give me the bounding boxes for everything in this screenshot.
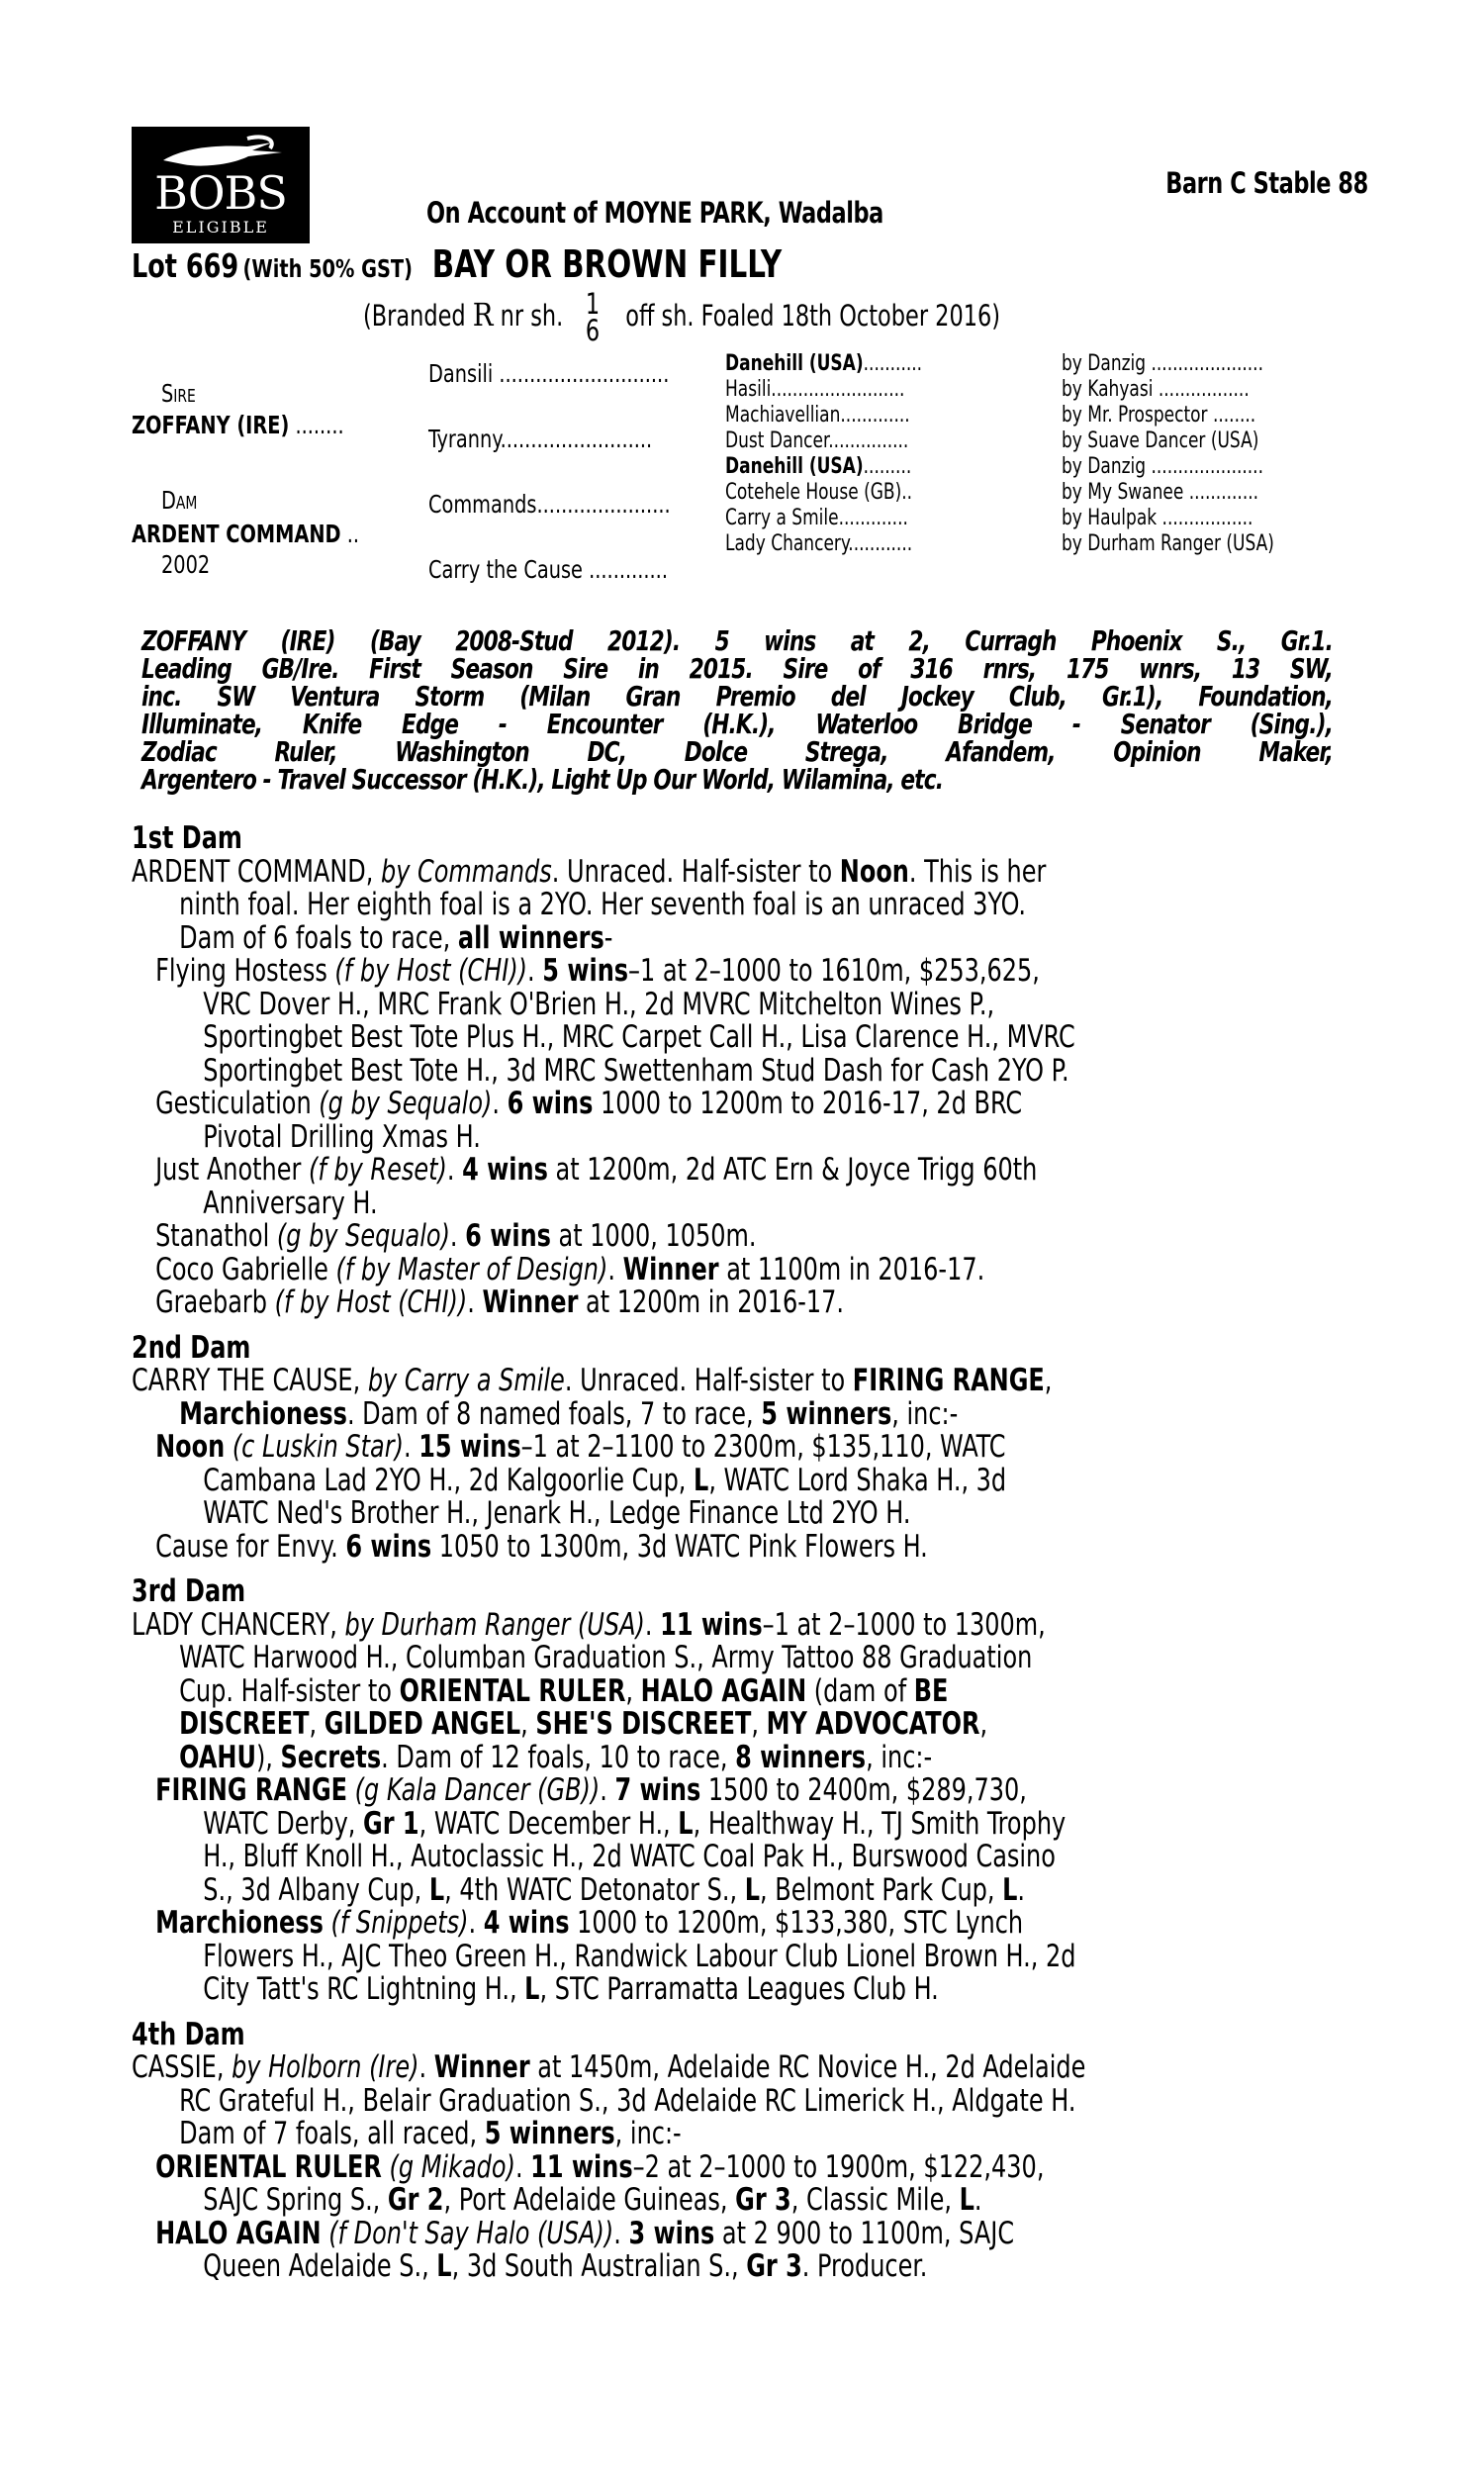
branded-prefix: (Branded — [363, 299, 466, 333]
fourth-dam-line: RC Grateful H., Belair Graduation S., 3d Adelaide RC Limerick H., Aldgate H. — [179, 2082, 1076, 2119]
vendor-account: On Account of MOYNE PARK, Wadalba — [426, 196, 883, 230]
g3-sire-row — [1062, 480, 1258, 505]
fourth-dam-line — [132, 2118, 1365, 2151]
progeny-wins: 6 wins — [507, 1086, 594, 1121]
progeny-sire: (g Kala Dancer (GB)) — [354, 1772, 601, 1808]
progeny-record: at 2 900 to 1100m, SAJC — [714, 2215, 1015, 2251]
progeny-sire: (g by Sequalo) — [319, 1086, 493, 1121]
progeny-record: at 1200m in 2016-17. — [578, 1285, 845, 1320]
progeny-cause-for-envy — [132, 1528, 1365, 1565]
dam-sire: by Holborn (Ire) — [232, 2049, 419, 2085]
text: –1 at 2–1000 to 1300m, — [762, 1606, 1046, 1643]
listed-mark: L — [524, 1971, 540, 2007]
progeny-name: Coco Gabrielle — [155, 1251, 328, 1287]
branded-mid: nr sh. — [500, 299, 564, 333]
g3-by-dots: ................. — [1158, 376, 1250, 402]
bold-name: Marchioness — [179, 1395, 347, 1432]
progeny-sire: (f by Host (CHI)) — [274, 1285, 468, 1320]
text: Dam of 7 foals, all raced, — [179, 2116, 485, 2151]
g3-by: by Durham Ranger (USA) — [1062, 530, 1274, 556]
logo-text-eligible: ELIGIBLE — [172, 218, 269, 237]
progeny-entry: Graebarb (f by Host (CHI)). Winner at 1200m in 2016-17. — [155, 1285, 845, 1320]
progeny-sire: (f by Host (CHI)) — [334, 953, 528, 989]
text: . Dam of 8 named foals, 7 to race, — [346, 1395, 762, 1432]
g3-by-dots: ................. — [1161, 505, 1253, 530]
text: Dam of 6 foals to race, — [179, 919, 458, 956]
fourth-dam-line — [132, 2051, 1365, 2085]
sire-desc-line: inc. SW Ventura Storm (Milan Gran Premio del Jockey Club, Gr.1), Foundation, — [141, 680, 1333, 713]
logo-text-bobs: BOBS — [154, 166, 287, 220]
sire-name: ZOFFANY (IRE) — [132, 411, 290, 439]
sire-label: Sire — [161, 379, 196, 408]
g2-name: Dansili — [428, 359, 494, 388]
listed-mark: L — [744, 1871, 761, 1908]
progeny-name: ORIENTAL RULER — [155, 2148, 382, 2185]
second-dam-line — [132, 1395, 1365, 1432]
dam-name: CARRY THE CAUSE, — [132, 1363, 368, 1398]
progeny-record: at 1000, 1050m. — [550, 1218, 757, 1254]
progeny-noon-line — [132, 1462, 1365, 1498]
text: , Port Adelaide Guineas, — [443, 2182, 736, 2218]
g3-by: by Danzig — [1062, 351, 1147, 376]
bold-name: ORIENTAL RULER — [399, 1672, 626, 1709]
text: , inc:- — [891, 1395, 959, 1432]
dam-sections — [132, 822, 1365, 2284]
bold-text: 5 winners — [484, 2116, 615, 2151]
g3-dots: ............. — [838, 505, 908, 530]
progeny-sire: (f by Reset) — [308, 1152, 447, 1188]
g3-sire-row — [1062, 454, 1263, 479]
progeny-record: 1000 to 1200m to 2016-17, 2d BRC — [593, 1086, 1023, 1121]
progeny-entry: Flying Hostess (f by Host (CHI)). 5 wins–1 at 2–1000 to 1610m, $253,625, — [155, 953, 1040, 989]
barn-stable: Barn C Stable 88 — [1165, 166, 1368, 200]
text: , — [1044, 1363, 1053, 1398]
dam-name: LADY CHANCERY, — [132, 1606, 345, 1643]
dam-year: 2002 — [161, 550, 211, 579]
progeny-line: Anniversary H. — [203, 1185, 378, 1221]
text: . Dam of 12 foals, 10 to race, — [381, 1739, 736, 1775]
dam-name: ARDENT COMMAND, — [132, 853, 381, 890]
text: . — [974, 2182, 982, 2218]
progeny-marchioness: Marchioness (f Snippets). 4 wins 1000 to 1200m, $133,380, STC Lynch — [155, 1905, 1024, 1941]
sire-name-row — [132, 411, 344, 439]
g3-dots: ......... — [863, 453, 912, 479]
text: , — [309, 1706, 325, 1742]
text: , — [625, 1672, 641, 1709]
damsire-row — [428, 490, 671, 519]
g3-by-dots: ........ — [1212, 402, 1256, 428]
text: , Classic Mile, — [790, 2182, 960, 2218]
group-mark: Gr 1 — [363, 1805, 419, 1842]
g3-by: by Suave Dancer (USA) — [1062, 428, 1259, 453]
dam-name: ARDENT COMMAND — [132, 520, 341, 548]
group-mark: Gr 3 — [735, 2182, 791, 2218]
g3-name: Hasili — [725, 376, 772, 402]
dam-label: Dam — [161, 486, 198, 515]
g3-by: by Danzig — [1062, 453, 1147, 479]
fraction-numerator: 1 — [585, 287, 601, 321]
progeny-sire: (g Mikado) — [389, 2148, 515, 2185]
progeny-record: –1 at 2–1100 to 2300m, $135,110, WATC — [520, 1429, 1006, 1465]
third-dam-heading: 3rd Dam — [132, 1573, 246, 1609]
progeny-name: Marchioness — [155, 1905, 324, 1941]
text: . Unraced. Half-sister to — [564, 1363, 853, 1398]
progeny-wins: 4 wins — [462, 1152, 548, 1188]
g3-row — [725, 351, 922, 376]
g3-by: by My Swanee — [1062, 479, 1184, 505]
third-dam-line: WATC Harwood H., Columban Graduation S., Army Tattoo 88 Graduation — [179, 1640, 1033, 1675]
progeny-wins: 4 wins — [483, 1905, 570, 1941]
bold-name: OAHU — [179, 1739, 256, 1775]
bold-text: 11 wins — [660, 1606, 763, 1643]
text: (dam of — [806, 1672, 914, 1709]
progeny-entry: Coco Gabrielle (f by Master of Design). Winner at 1100m in 2016-17. — [155, 1251, 985, 1287]
text: , inc:- — [866, 1739, 933, 1775]
second-dam-heading: 2nd Dam — [132, 1329, 251, 1366]
text: , — [520, 1706, 536, 1742]
progeny-wins: 11 wins — [530, 2148, 633, 2185]
gst-note: (With 50% GST) — [242, 254, 413, 283]
brand-line — [363, 287, 1001, 347]
progeny-sire: (f Don't Say Halo (USA)) — [328, 2215, 614, 2251]
first-dam-line — [132, 919, 1365, 956]
progeny-wins: 15 wins — [418, 1429, 521, 1465]
first-dam-progeny — [132, 955, 1365, 1320]
bold-text: 5 winners — [761, 1395, 892, 1432]
sire-desc-line: Argentero - Travel Successor (H.K.), Light Up Our World, Wilamina, etc. — [141, 763, 944, 796]
text: , 3d South Australian S., — [451, 2248, 747, 2284]
text: , inc:- — [614, 2116, 682, 2151]
dam-name: CASSIE, — [132, 2049, 232, 2085]
group-mark: Gr 3 — [746, 2248, 802, 2284]
bold-text: 8 winners — [735, 1739, 867, 1775]
g3-by-dots: ..................... — [1151, 351, 1263, 376]
progeny-name: FIRING RANGE — [155, 1772, 348, 1808]
progeny-sire: (f by Master of Design) — [335, 1251, 608, 1287]
g2-dots: ...................... — [536, 490, 671, 519]
text: Cambana Lad 2YO H., 2d Kalgoorlie Cup, — [203, 1462, 695, 1498]
g3-sire-row — [1062, 506, 1252, 530]
progeny-name: Graebarb — [155, 1285, 267, 1320]
progeny-firing-range: FIRING RANGE (g Kala Dancer (GB)). 7 wins 1500 to 2400m, $289,730, — [155, 1772, 1027, 1808]
first-dam-line — [132, 853, 1365, 890]
progeny-line: H., Bluff Knoll H., Autoclassic H., 2d WATC Coal Pak H., Burswood Casino — [203, 1839, 1056, 1874]
group-mark: Gr 2 — [387, 2182, 444, 2218]
text: , — [751, 1706, 767, 1742]
first-dam-heading: 1st Dam — [132, 820, 242, 856]
progeny-line — [132, 1805, 1365, 1842]
progeny-entry: Just Another (f by Reset). 4 wins at 1200m, 2d ATC Ern & Joyce Trigg 60th — [155, 1152, 1038, 1188]
pedigree-table — [132, 349, 1368, 617]
progeny-noon-line: WATC Ned's Brother H., Jenark H., Ledge Finance Ltd 2YO H. — [203, 1495, 911, 1531]
progeny-wins: Winner — [482, 1285, 579, 1320]
g3-dots: ........... — [863, 351, 923, 376]
progeny-sire: (c Luskin Star) — [232, 1429, 404, 1465]
g3-sire-row — [1062, 403, 1255, 428]
lot-number: Lot 669 — [132, 246, 239, 285]
g3-row — [725, 480, 912, 505]
third-dam-line — [132, 1606, 1365, 1643]
progeny-name: Cause for Envy. — [155, 1528, 346, 1565]
g3-name: Danehill (USA) — [725, 453, 864, 479]
text: Queen Adelaide S., — [203, 2248, 437, 2284]
progeny-record: –1 at 2–1000 to 1610m, $253,625, — [628, 953, 1040, 989]
bold-text: all winners — [457, 919, 604, 956]
g3-sire-row — [1062, 377, 1250, 402]
sire-dots: ........ — [295, 411, 344, 439]
g3-dots: ............ — [848, 530, 913, 556]
text: . — [1017, 1871, 1026, 1908]
dam-dots: .. — [346, 520, 360, 548]
text: . This is her — [908, 853, 1047, 890]
progeny-record: –2 at 2–1000 to 1900m, $122,430, — [632, 2148, 1045, 2185]
brand-mark-icon: R — [472, 296, 494, 333]
progeny-wins: 5 wins — [542, 953, 629, 989]
fraction-denominator: 6 — [585, 314, 601, 347]
text: ), — [255, 1739, 281, 1775]
granddam-row — [428, 555, 668, 584]
sire-desc-line: Zodiac Ruler, Washington DC, Dolce Strega, Afandem, Opinion Maker, — [141, 735, 1333, 768]
progeny-record: 1050 to 1300m, 3d WATC Pink Flowers H. — [431, 1528, 928, 1565]
text: , WATC Lord Shaka H., 3d — [708, 1462, 1007, 1498]
progeny-wins: 6 wins — [465, 1218, 551, 1254]
bold-name: BE — [913, 1672, 949, 1709]
bold-name: FIRING RANGE — [852, 1363, 1045, 1398]
progeny-name: Gesticulation — [155, 1086, 312, 1121]
g3-by: by Haulpak — [1062, 505, 1158, 530]
progeny-wins: 7 wins — [614, 1772, 701, 1808]
listed-mark: L — [694, 1462, 709, 1498]
progeny-record: at 1200m, 2d ATC Ern & Joyce Trigg 60th — [547, 1152, 1038, 1188]
fourth-dam-heading: 4th Dam — [132, 2016, 245, 2052]
progeny-line — [132, 2184, 1365, 2218]
progeny-line: Flowers H., AJC Theo Green H., Randwick Labour Club Lionel Brown H., 2d — [203, 1938, 1076, 1974]
g3-dots: ......................... — [771, 376, 905, 402]
g3-name: Dust Dancer — [725, 428, 829, 453]
g3-name: Cotehele House (GB) — [725, 479, 902, 505]
text: , Healthway H., TJ Smith Trophy — [693, 1805, 1067, 1842]
g3-row — [725, 403, 910, 428]
g3-row — [725, 531, 912, 556]
listed-mark: L — [428, 1871, 445, 1908]
progeny-name: Just Another — [155, 1152, 302, 1188]
g3-sire-row — [1062, 351, 1263, 376]
text: . Producer. — [801, 2248, 928, 2284]
bobs-eligible-logo — [132, 127, 310, 243]
progeny-entry: Stanathol (g by Sequalo). 6 wins at 1000, 1050m. — [155, 1218, 757, 1254]
g3-by: by Mr. Prospector — [1062, 402, 1208, 428]
g3-sire-row — [1062, 531, 1274, 556]
g3-dots: ............... — [828, 428, 909, 453]
g3-row — [725, 506, 908, 530]
g3-sire-row — [1062, 428, 1258, 453]
progeny-name: Stanathol — [155, 1218, 270, 1254]
third-dam-line — [132, 1708, 1365, 1742]
bold-name: HALO AGAIN — [640, 1672, 807, 1709]
second-dam-line — [132, 1365, 1365, 1398]
listed-mark: L — [678, 1805, 694, 1842]
bold-name: Noon — [839, 853, 909, 890]
progeny-noon: Noon (c Luskin Star). 15 wins–1 at 2–1100 to 2300m, $135,110, WATC — [155, 1429, 1006, 1465]
listed-mark: L — [1002, 1871, 1018, 1908]
text: City Tatt's RC Lightning H., — [203, 1971, 525, 2007]
progeny-name: Flying Hostess — [155, 953, 327, 989]
sire-desc-line: Leading GB/Ire. First Season Sire in 2015. Sire of 316 rnrs, 175 wnrs, 13 SW, — [141, 652, 1333, 685]
g3-name: Machiavellian — [725, 402, 841, 428]
text: . Unraced. Half-sister to — [551, 853, 840, 890]
g3-row — [725, 454, 911, 479]
sire-desc-line: ZOFFANY (IRE) (Bay 2008-Stud 2012). 5 wins at 2, Curragh Phoenix S., Gr.1. — [141, 624, 1333, 657]
bold-name: GILDED ANGEL — [324, 1706, 521, 1742]
g3-dots: ............. — [840, 402, 910, 428]
grandsire-row — [428, 359, 669, 388]
progeny-record: at 1100m in 2016-17. — [718, 1251, 985, 1287]
progeny-sire: (g by Sequalo) — [276, 1218, 450, 1254]
brand-fraction — [585, 287, 601, 347]
progeny-line — [132, 2250, 1365, 2284]
progeny-line — [132, 1973, 1365, 2007]
progeny-name: HALO AGAIN — [155, 2215, 322, 2251]
g3-name: Lady Chancery — [725, 530, 849, 556]
third-dam-line — [132, 1672, 1365, 1709]
dam-sire: by Carry a Smile — [367, 1363, 565, 1398]
text: S., 3d Albany Cup, — [203, 1871, 429, 1908]
text: Cup. Half-sister to — [179, 1672, 400, 1709]
progeny-entry: Gesticulation (g by Sequalo). 6 wins 1000 to 1200m to 2016-17, 2d BRC — [155, 1086, 1023, 1121]
listed-mark: L — [959, 2182, 974, 2218]
g2-dots: ............. — [589, 555, 668, 584]
bold-name: SHE'S DISCREET — [535, 1706, 752, 1742]
text: , Belmont Park Cup, — [760, 1871, 1003, 1908]
dam-name-row — [132, 520, 359, 548]
g3-dots: .. — [901, 479, 913, 505]
progeny-record: 1000 to 1200m, $133,380, STC Lynch — [569, 1905, 1024, 1941]
progeny-halo-again: HALO AGAIN (f Don't Say Halo (USA)). 3 wins at 2 900 to 1100m, SAJC — [155, 2215, 1015, 2251]
g3-row — [725, 377, 904, 402]
g3-by-dots: ..................... — [1151, 453, 1263, 479]
progeny-line: Sportingbet Best Tote Plus H., MRC Carpet Call H., Lisa Clarence H., MVRC — [203, 1019, 1075, 1055]
progeny-wins: 3 wins — [628, 2215, 715, 2251]
progeny-wins: Winner — [622, 1251, 719, 1287]
branded-suffix: off sh. Foaled 18th October 2016) — [625, 299, 1001, 333]
text: SAJC Spring S., — [203, 2182, 388, 2218]
text: - — [603, 919, 613, 956]
dam-sire: by Durham Ranger (USA) — [344, 1606, 645, 1643]
g3-by: by Kahyasi — [1062, 376, 1154, 402]
bold-name: DISCREET — [179, 1706, 310, 1742]
progeny-line — [132, 1871, 1365, 1908]
first-dam-line: ninth foal. Her eighth foal is a 2YO. Her seventh foal is an unraced 3YO. — [179, 887, 1027, 922]
text: at 1450m, Adelaide RC Novice H., 2d Adelaide — [529, 2049, 1086, 2085]
text: , — [979, 1706, 988, 1742]
progeny-record: 1500 to 2400m, $289,730, — [700, 1772, 1027, 1808]
text: , WATC December H., — [418, 1805, 679, 1842]
listed-mark: L — [436, 2248, 452, 2284]
progeny-wins: 6 wins — [345, 1528, 432, 1565]
g2-name: Commands — [428, 490, 537, 519]
text: , 4th WATC Detonator S., — [444, 1871, 745, 1908]
g3-by-dots: ............. — [1188, 479, 1259, 505]
progeny-line: Sportingbet Best Tote H., 3d MRC Swettenham Stud Dash for Cash 2YO P. — [203, 1052, 1069, 1089]
text: . — [418, 2049, 434, 2085]
bold-name: Secrets — [280, 1739, 382, 1775]
g2-name: Tyranny — [428, 425, 501, 453]
text: WATC Derby, — [203, 1805, 364, 1842]
lot-line — [132, 242, 782, 286]
progeny-line: VRC Dover H., MRC Frank O'Brien H., 2d MVRC Mitchelton Wines P., — [203, 986, 995, 1022]
g2-dots: ............................ — [499, 359, 670, 388]
g3-name: Danehill (USA) — [725, 351, 864, 376]
bold-name: MY ADVOCATOR — [766, 1706, 980, 1742]
lot-description: BAY OR BROWN FILLY — [431, 242, 783, 286]
text: , STC Parramatta Leagues Club H. — [539, 1971, 939, 2007]
sire-description — [141, 624, 1333, 796]
g2-dots: ......................... — [500, 425, 653, 453]
bold-text: Winner — [433, 2049, 530, 2085]
progeny-line: Pivotal Drilling Xmas H. — [203, 1118, 481, 1155]
text — [132, 853, 1047, 890]
progeny-sire: (f Snippets) — [330, 1905, 469, 1941]
progeny-name: Noon — [155, 1429, 226, 1465]
dam-sire: by Commands — [380, 853, 552, 890]
text: . — [644, 1606, 661, 1643]
g3-row — [725, 428, 908, 453]
grandsire-dam-row — [428, 425, 652, 453]
sire-desc-line: Illuminate, Knife Edge - Encounter (H.K.), Waterloo Bridge - Senator (Sing.), — [141, 708, 1333, 740]
g3-name: Carry a Smile — [725, 505, 839, 530]
g2-name: Carry the Cause — [428, 555, 583, 584]
third-dam-line — [132, 1739, 1365, 1775]
progeny-oriental-ruler: ORIENTAL RULER (g Mikado). 11 wins–2 at 2–1000 to 1900m, $122,430, — [155, 2148, 1045, 2185]
